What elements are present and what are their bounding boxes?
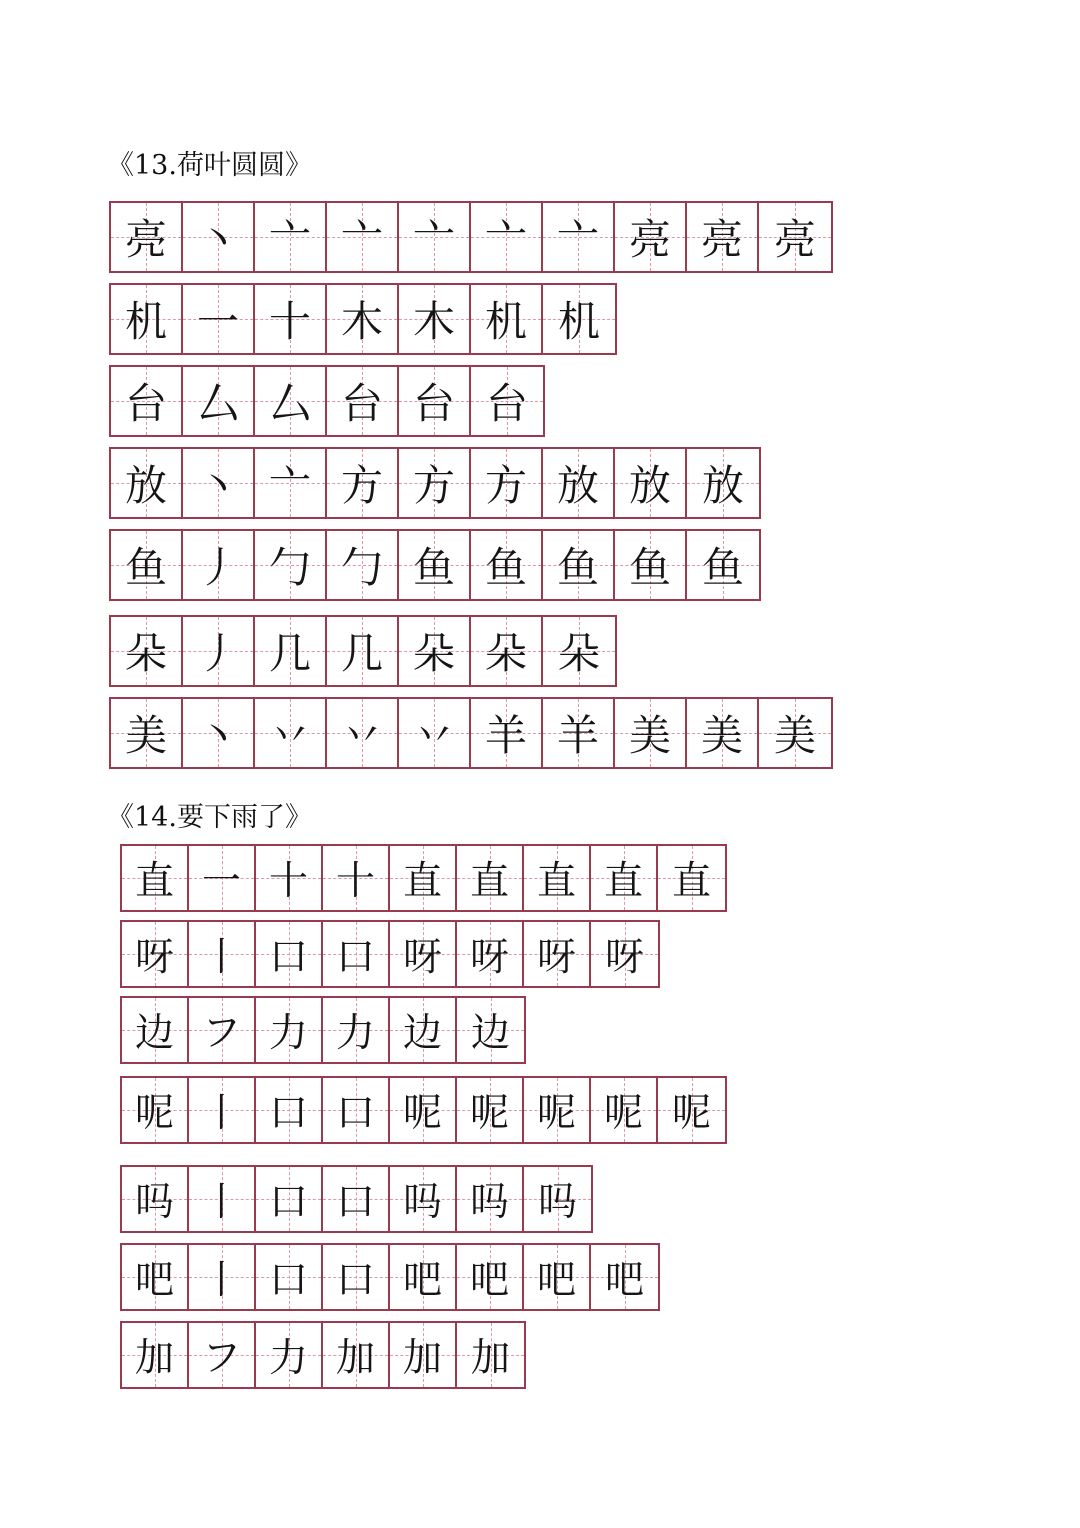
stroke-glyph: 亮 bbox=[628, 215, 671, 264]
stroke-step-cell bbox=[189, 998, 256, 1062]
character-cell bbox=[122, 846, 189, 910]
stroke-row-lesson14-2 bbox=[120, 920, 660, 988]
stroke-step-cell bbox=[399, 531, 471, 599]
stroke-step-cell bbox=[189, 1078, 256, 1142]
stroke-glyph: 呢 bbox=[402, 1091, 442, 1136]
stroke-step-cell bbox=[471, 699, 543, 767]
stroke-row-lesson13-5 bbox=[109, 529, 761, 601]
stroke-row-lesson14-4 bbox=[120, 1076, 727, 1144]
stroke-glyph: 亠 bbox=[484, 215, 527, 264]
character-cell bbox=[111, 699, 183, 767]
stroke-step-cell bbox=[543, 699, 615, 767]
stroke-step-cell bbox=[256, 998, 323, 1062]
stroke-glyph: 丨 bbox=[201, 935, 241, 980]
stroke-glyph: 亠 bbox=[340, 215, 383, 264]
stroke-row-lesson14-7 bbox=[120, 1321, 526, 1389]
stroke-glyph: 口 bbox=[335, 1258, 375, 1303]
stroke-step-cell bbox=[471, 285, 543, 353]
stroke-glyph: フ bbox=[201, 1011, 241, 1056]
stroke-step-cell bbox=[390, 922, 457, 986]
stroke-glyph: 吗 bbox=[469, 1180, 509, 1225]
stroke-step-cell bbox=[327, 367, 399, 435]
stroke-step-cell bbox=[255, 367, 327, 435]
stroke-row-lesson13-4 bbox=[109, 447, 761, 519]
character-glyph: 机 bbox=[124, 297, 167, 346]
stroke-step-cell bbox=[183, 449, 255, 517]
stroke-step-cell bbox=[524, 1167, 591, 1231]
stroke-glyph: 呢 bbox=[469, 1091, 509, 1136]
stroke-glyph: 朵 bbox=[557, 629, 600, 678]
stroke-glyph: 方 bbox=[340, 461, 383, 510]
stroke-step-cell bbox=[399, 449, 471, 517]
stroke-step-cell bbox=[327, 449, 399, 517]
stroke-glyph: 亠 bbox=[556, 215, 599, 264]
stroke-step-cell bbox=[189, 1323, 256, 1387]
stroke-glyph: 吗 bbox=[537, 1180, 577, 1225]
lesson-13-title: 《13.荷叶圆圆》 bbox=[107, 150, 312, 181]
stroke-step-cell bbox=[615, 449, 687, 517]
character-cell bbox=[122, 1323, 189, 1387]
stroke-glyph: 几 bbox=[340, 629, 383, 678]
stroke-step-cell bbox=[543, 203, 615, 271]
character-cell bbox=[111, 285, 183, 353]
stroke-glyph: 吗 bbox=[402, 1180, 442, 1225]
stroke-glyph: 直 bbox=[671, 859, 711, 904]
stroke-row-lesson13-6 bbox=[109, 615, 617, 687]
stroke-glyph: 丷 bbox=[412, 711, 455, 760]
stroke-step-cell bbox=[399, 367, 471, 435]
stroke-step-cell bbox=[457, 1078, 524, 1142]
character-cell bbox=[122, 1245, 189, 1309]
stroke-step-cell bbox=[183, 531, 255, 599]
stroke-step-cell bbox=[255, 285, 327, 353]
stroke-glyph: 口 bbox=[268, 1258, 308, 1303]
stroke-glyph: 呢 bbox=[536, 1091, 576, 1136]
stroke-step-cell bbox=[759, 203, 831, 271]
character-glyph: 呀 bbox=[134, 935, 174, 980]
stroke-step-cell bbox=[687, 699, 759, 767]
stroke-step-cell bbox=[183, 285, 255, 353]
character-cell bbox=[111, 531, 183, 599]
stroke-step-cell bbox=[255, 449, 327, 517]
stroke-glyph: 呀 bbox=[536, 935, 576, 980]
stroke-step-cell bbox=[390, 1323, 457, 1387]
stroke-step-cell bbox=[189, 1167, 256, 1231]
stroke-step-cell bbox=[615, 203, 687, 271]
stroke-glyph: 吧 bbox=[469, 1258, 509, 1303]
stroke-step-cell bbox=[687, 449, 759, 517]
stroke-step-cell bbox=[591, 846, 658, 910]
stroke-step-cell bbox=[255, 203, 327, 271]
stroke-step-cell bbox=[390, 846, 457, 910]
stroke-step-cell bbox=[256, 1167, 323, 1231]
character-glyph: 台 bbox=[124, 379, 167, 428]
stroke-glyph: 木 bbox=[412, 297, 455, 346]
stroke-step-cell bbox=[591, 922, 658, 986]
stroke-step-cell bbox=[327, 617, 399, 685]
stroke-step-cell bbox=[323, 846, 390, 910]
stroke-step-cell bbox=[399, 285, 471, 353]
stroke-glyph: 丶 bbox=[196, 215, 239, 264]
stroke-glyph: 亮 bbox=[700, 215, 743, 264]
stroke-glyph: 十 bbox=[335, 859, 375, 904]
stroke-step-cell bbox=[189, 922, 256, 986]
stroke-glyph: 台 bbox=[485, 379, 528, 428]
stroke-glyph: 直 bbox=[536, 859, 576, 904]
stroke-step-cell bbox=[524, 846, 591, 910]
stroke-step-cell bbox=[390, 1167, 457, 1231]
stroke-glyph: 美 bbox=[773, 711, 816, 760]
stroke-glyph: 鱼 bbox=[701, 543, 744, 592]
stroke-step-cell bbox=[256, 846, 323, 910]
stroke-glyph: 十 bbox=[268, 859, 308, 904]
stroke-glyph: 勹 bbox=[340, 543, 383, 592]
stroke-glyph: 呢 bbox=[671, 1091, 711, 1136]
stroke-row-lesson13-2 bbox=[109, 283, 617, 355]
stroke-step-cell bbox=[327, 285, 399, 353]
character-cell bbox=[111, 367, 183, 435]
stroke-step-cell bbox=[687, 203, 759, 271]
stroke-glyph: 口 bbox=[335, 1091, 375, 1136]
stroke-step-cell bbox=[189, 846, 256, 910]
stroke-glyph: 放 bbox=[556, 461, 599, 510]
stroke-step-cell bbox=[256, 922, 323, 986]
stroke-glyph: 亠 bbox=[268, 215, 311, 264]
character-glyph: 加 bbox=[134, 1336, 174, 1381]
stroke-glyph: 方 bbox=[412, 461, 455, 510]
stroke-glyph: 鱼 bbox=[484, 543, 527, 592]
stroke-glyph: 加 bbox=[470, 1336, 510, 1381]
stroke-glyph: 丶 bbox=[196, 711, 239, 760]
stroke-glyph: 厶 bbox=[268, 379, 311, 428]
lesson-14-title: 《14.要下雨了》 bbox=[107, 802, 312, 833]
stroke-step-cell bbox=[543, 285, 615, 353]
stroke-row-lesson13-3 bbox=[109, 365, 545, 437]
stroke-step-cell bbox=[327, 699, 399, 767]
stroke-step-cell bbox=[183, 203, 255, 271]
stroke-step-cell bbox=[323, 1245, 390, 1309]
stroke-glyph: 丿 bbox=[196, 543, 239, 592]
stroke-step-cell bbox=[183, 699, 255, 767]
character-glyph: 朵 bbox=[124, 629, 167, 678]
stroke-step-cell bbox=[327, 531, 399, 599]
stroke-step-cell bbox=[390, 1245, 457, 1309]
stroke-glyph: 口 bbox=[335, 935, 375, 980]
stroke-glyph: 直 bbox=[469, 859, 509, 904]
stroke-glyph: 朵 bbox=[484, 629, 527, 678]
stroke-step-cell bbox=[471, 617, 543, 685]
stroke-glyph: 羊 bbox=[556, 711, 599, 760]
stroke-step-cell bbox=[543, 617, 615, 685]
stroke-step-cell bbox=[256, 1245, 323, 1309]
character-cell bbox=[122, 998, 189, 1062]
character-glyph: 边 bbox=[134, 1011, 174, 1056]
stroke-glyph: 放 bbox=[701, 461, 744, 510]
stroke-glyph: 力 bbox=[335, 1011, 375, 1056]
stroke-glyph: 十 bbox=[268, 297, 311, 346]
stroke-step-cell bbox=[658, 846, 725, 910]
stroke-glyph: 丿 bbox=[196, 629, 239, 678]
stroke-step-cell bbox=[687, 531, 759, 599]
stroke-glyph: フ bbox=[201, 1336, 241, 1381]
stroke-step-cell bbox=[399, 699, 471, 767]
character-glyph: 吧 bbox=[134, 1258, 174, 1303]
stroke-step-cell bbox=[471, 449, 543, 517]
stroke-step-cell bbox=[256, 1078, 323, 1142]
stroke-step-cell bbox=[390, 1078, 457, 1142]
character-glyph: 放 bbox=[124, 461, 167, 510]
stroke-step-cell bbox=[189, 1245, 256, 1309]
stroke-step-cell bbox=[457, 1167, 524, 1231]
stroke-glyph: 边 bbox=[470, 1011, 510, 1056]
stroke-glyph: 机 bbox=[557, 297, 600, 346]
stroke-step-cell bbox=[183, 367, 255, 435]
stroke-glyph: 美 bbox=[628, 711, 671, 760]
stroke-step-cell bbox=[457, 1245, 524, 1309]
stroke-glyph: 呢 bbox=[603, 1091, 643, 1136]
stroke-step-cell bbox=[591, 1078, 658, 1142]
stroke-row-lesson14-3 bbox=[120, 996, 526, 1064]
stroke-glyph: 丨 bbox=[201, 1091, 241, 1136]
stroke-glyph: 加 bbox=[402, 1336, 442, 1381]
stroke-step-cell bbox=[457, 846, 524, 910]
stroke-glyph: 台 bbox=[340, 379, 383, 428]
stroke-glyph: 亮 bbox=[773, 215, 816, 264]
stroke-row-lesson14-1 bbox=[120, 844, 727, 912]
stroke-step-cell bbox=[615, 699, 687, 767]
character-cell bbox=[111, 449, 183, 517]
character-cell bbox=[122, 1078, 189, 1142]
stroke-glyph: 丶 bbox=[196, 461, 239, 510]
stroke-step-cell bbox=[471, 203, 543, 271]
character-cell bbox=[122, 922, 189, 986]
stroke-glyph: 一 bbox=[201, 859, 241, 904]
stroke-step-cell bbox=[615, 531, 687, 599]
stroke-glyph: 亠 bbox=[268, 461, 311, 510]
stroke-glyph: 丷 bbox=[268, 711, 311, 760]
stroke-glyph: 加 bbox=[335, 1336, 375, 1381]
character-glyph: 美 bbox=[124, 711, 167, 760]
character-glyph: 亮 bbox=[124, 215, 167, 264]
stroke-step-cell bbox=[255, 617, 327, 685]
stroke-step-cell bbox=[591, 1245, 658, 1309]
stroke-glyph: 呀 bbox=[402, 935, 442, 980]
stroke-step-cell bbox=[323, 1078, 390, 1142]
character-cell bbox=[111, 203, 183, 271]
stroke-glyph: 直 bbox=[603, 859, 643, 904]
stroke-step-cell bbox=[543, 449, 615, 517]
stroke-glyph: 鱼 bbox=[412, 543, 455, 592]
stroke-glyph: 口 bbox=[268, 1180, 308, 1225]
stroke-step-cell bbox=[323, 1323, 390, 1387]
stroke-glyph: 勹 bbox=[268, 543, 311, 592]
stroke-step-cell bbox=[457, 1323, 524, 1387]
stroke-step-cell bbox=[256, 1323, 323, 1387]
stroke-step-cell bbox=[323, 922, 390, 986]
stroke-glyph: 朵 bbox=[412, 629, 455, 678]
stroke-step-cell bbox=[759, 699, 831, 767]
stroke-step-cell bbox=[543, 531, 615, 599]
stroke-glyph: 吧 bbox=[402, 1258, 442, 1303]
stroke-glyph: 丨 bbox=[201, 1258, 241, 1303]
stroke-step-cell bbox=[524, 1245, 591, 1309]
stroke-glyph: 呀 bbox=[604, 935, 644, 980]
stroke-glyph: 机 bbox=[484, 297, 527, 346]
stroke-glyph: 亠 bbox=[412, 215, 455, 264]
stroke-glyph: 呀 bbox=[469, 935, 509, 980]
stroke-step-cell bbox=[255, 699, 327, 767]
stroke-glyph: 力 bbox=[268, 1336, 308, 1381]
stroke-step-cell bbox=[471, 531, 543, 599]
stroke-glyph: 口 bbox=[268, 935, 308, 980]
stroke-glyph: 放 bbox=[628, 461, 671, 510]
stroke-glyph: 鱼 bbox=[556, 543, 599, 592]
stroke-glyph: 丨 bbox=[201, 1180, 241, 1225]
stroke-glyph: 口 bbox=[335, 1180, 375, 1225]
stroke-step-cell bbox=[524, 922, 591, 986]
stroke-step-cell bbox=[457, 998, 524, 1062]
stroke-step-cell bbox=[399, 203, 471, 271]
stroke-step-cell bbox=[457, 922, 524, 986]
stroke-glyph: 口 bbox=[268, 1091, 308, 1136]
stroke-glyph: 美 bbox=[700, 711, 743, 760]
stroke-glyph: 一 bbox=[196, 297, 239, 346]
character-glyph: 直 bbox=[134, 859, 174, 904]
stroke-glyph: 几 bbox=[268, 629, 311, 678]
stroke-step-cell bbox=[390, 998, 457, 1062]
stroke-step-cell bbox=[658, 1078, 725, 1142]
stroke-glyph: 直 bbox=[402, 859, 442, 904]
stroke-step-cell bbox=[471, 367, 543, 435]
character-glyph: 呢 bbox=[134, 1091, 174, 1136]
stroke-step-cell bbox=[399, 617, 471, 685]
stroke-step-cell bbox=[183, 617, 255, 685]
stroke-glyph: 方 bbox=[484, 461, 527, 510]
stroke-step-cell bbox=[323, 1167, 390, 1231]
stroke-glyph: 丷 bbox=[340, 711, 383, 760]
stroke-row-lesson13-1 bbox=[109, 201, 833, 273]
stroke-glyph: 吧 bbox=[536, 1258, 576, 1303]
stroke-row-lesson14-6 bbox=[120, 1243, 660, 1311]
stroke-row-lesson14-5 bbox=[120, 1165, 593, 1233]
stroke-glyph: 力 bbox=[268, 1011, 308, 1056]
stroke-glyph: 木 bbox=[340, 297, 383, 346]
stroke-row-lesson13-7 bbox=[109, 697, 833, 769]
stroke-glyph: 吧 bbox=[604, 1258, 644, 1303]
stroke-step-cell bbox=[327, 203, 399, 271]
stroke-glyph: 鱼 bbox=[628, 543, 671, 592]
stroke-step-cell bbox=[323, 998, 390, 1062]
stroke-step-cell bbox=[524, 1078, 591, 1142]
character-cell bbox=[122, 1167, 189, 1231]
stroke-glyph: 台 bbox=[412, 379, 455, 428]
stroke-glyph: 边 bbox=[402, 1011, 442, 1056]
character-cell bbox=[111, 617, 183, 685]
stroke-step-cell bbox=[255, 531, 327, 599]
stroke-glyph: 羊 bbox=[484, 711, 527, 760]
stroke-glyph: 厶 bbox=[196, 379, 239, 428]
character-glyph: 鱼 bbox=[124, 543, 167, 592]
character-glyph: 吗 bbox=[134, 1180, 174, 1225]
